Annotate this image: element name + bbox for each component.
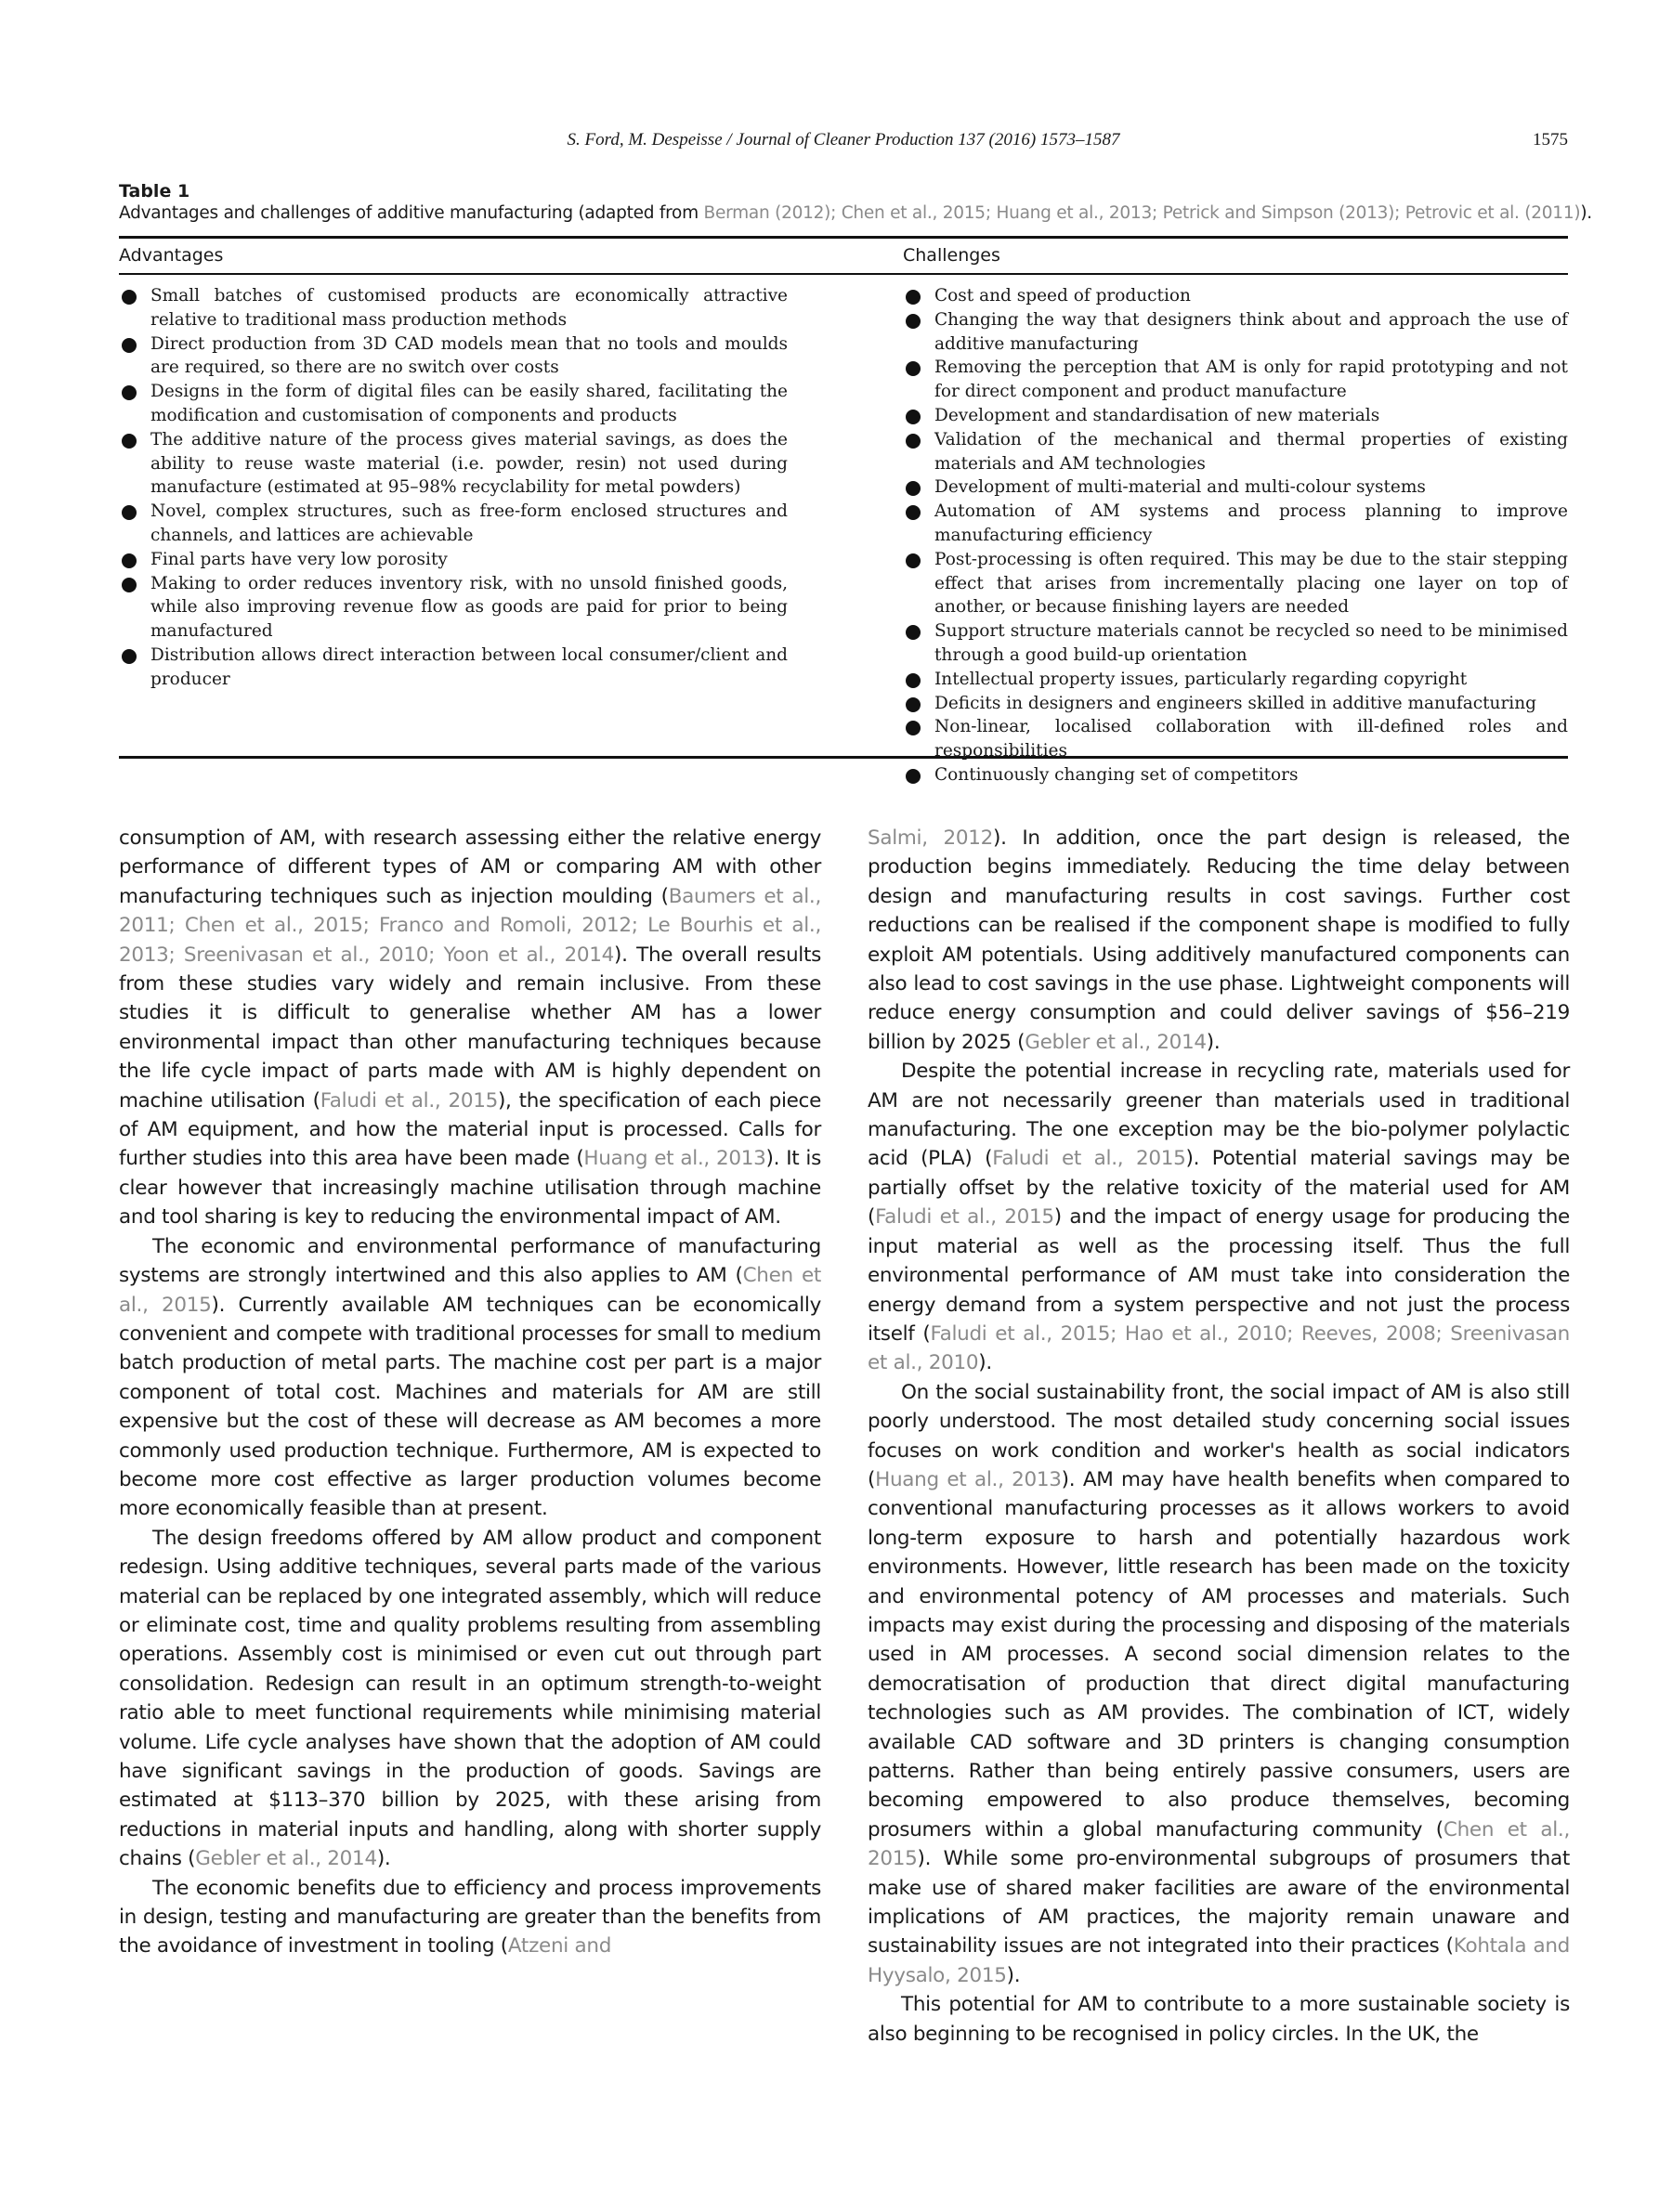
table-bullet-item: Non-linear, localised collaboration with ill-defined roles and responsibilities	[903, 715, 1568, 763]
table-bullet-item: Automation of AM systems and process planning to improve manufacturing efficiency	[903, 500, 1568, 548]
table-bullet-item: Post-processing is often required. This may be due to the stair stepping effect that arises from incrementally placing one layer on top of another, or because finishing layers are needed	[903, 548, 1568, 619]
left-text-column	[119, 824, 821, 1961]
column-header-challenges: Challenges	[903, 245, 1000, 266]
text-run: ). The overall results from these studies vary widely and remain inclusive. From these studies it is difficult to generalise whether AM has a lower environmental impact than other manufacturing techniques because the life cycle impact of parts made with AM is highly dependent on machine utilisation (	[119, 943, 821, 1113]
paragraph	[119, 1874, 821, 1961]
text-run: ).	[1006, 1963, 1021, 1987]
text-run: The economic and environmental performance of manufacturing systems are strongly intertwined and this also applies to AM (	[119, 1234, 821, 1288]
citation-link[interactable]: Baumers et al., 2011; Chen et al., 2015; Franco and Romoli, 2012; Le Bourhis et al., 2013; Sreenivasan et al., 2010; Yoon et al., 2014	[119, 884, 821, 967]
paragraph	[868, 824, 1570, 1057]
table-bullet-item: Support structure materials cannot be recycled so need to be minimised through a good build-up orientation	[903, 619, 1568, 668]
paragraph	[868, 1378, 1570, 1991]
table-caption	[119, 202, 1592, 225]
caption-text: Advantages and challenges of additive manufacturing (adapted from	[119, 203, 704, 223]
text-run: ).	[1206, 1030, 1221, 1054]
table-bullet-item: Changing the way that designers think about and approach the use of additive manufacturing	[903, 308, 1568, 357]
page-number: 1575	[1533, 130, 1568, 150]
text-run: ). In addition, once the part design is released, the production begins immediately. Reducing the time delay between design and manufacturing results in cost savings. Further cost reductions can be realised if the component shape is modified to fully exploit AM potentials. Using additively manufactured components can also lead to cost savings in the use phase. Lightweight components will reduce energy consumption and could deliver savings of $56–219 billion by 2025 (	[868, 826, 1570, 1054]
text-run: ). AM may have health benefits when compared to conventional manufacturing processes as it allows workers to avoid long-term exposure to harsh and potentially hazardous work environments. However, little research has been made on the toxicity and environmental potency of AM processes and materials. Such impacts may exist during the processing and disposing of the materials used in AM processes. A second social dimension relates to the democratisation of production that direct digital manufacturing technologies such as AM provides. The combination of ICT, widely available CAD software and 3D printers is changing consumption patterns. Rather than being entirely passive consumers, users are becoming empowered to also produce themselves, becoming prosumers within a global manufacturing community (	[868, 1467, 1570, 1841]
table-header-row	[119, 236, 1568, 275]
table-bullet-item: The additive nature of the process gives material savings, as does the ability to reuse waste material (i.e. powder, resin) not used during manufacture (estimated at 95–98% recyclability for metal powders)	[119, 428, 788, 500]
text-run: On the social sustainability front, the social impact of AM is also still poorly understood. The most detailed study concerning social issues focuses on work condition and worker's health as social indicators (	[868, 1380, 1570, 1491]
table-bullet-item: Development of multi-material and multi-colour systems	[903, 475, 1568, 500]
table-bullet-item: Designs in the form of digital files can be easily shared, facilitating the modification and customisation of components and products	[119, 380, 788, 428]
table-bullet-item: Intellectual property issues, particularly regarding copyright	[903, 668, 1568, 692]
text-run: ). Currently available AM techniques can be economically convenient and compete with traditional processes for small to medium batch production of metal parts. The machine cost per part is a major component of total cost. Machines and materials for AM are still expensive but the cost of these will decrease as AM becomes a more commonly used production technique. Furthermore, AM is expected to become more cost effective as larger production volumes become more economically feasible than at present.	[119, 1293, 822, 1521]
citation-link[interactable]: Huang et al., 2013	[583, 1147, 766, 1171]
column-header-advantages: Advantages	[119, 245, 224, 266]
paragraph	[119, 824, 821, 1232]
advantages-list	[119, 284, 788, 692]
table-bullet-item: Development and standardisation of new materials	[903, 404, 1568, 428]
paragraph	[868, 1057, 1570, 1377]
table-bullet-item: Validation of the mechanical and thermal properties of existing materials and AM technologies	[903, 428, 1568, 476]
table-bullet-item: Cost and speed of production	[903, 284, 1568, 308]
table-bullet-item: Direct production from 3D CAD models mean that no tools and moulds are required, so there are no switch over costs	[119, 332, 788, 381]
text-run: Despite the potential increase in recycling rate, materials used for AM are not necessarily greener than materials used in traditional manufacturing. The one exception may be the bio-polymer polylactic acid (PLA) (	[868, 1060, 1570, 1171]
table-body	[119, 275, 1568, 785]
table-label: Table 1	[119, 181, 190, 202]
citation-link[interactable]: Atzeni and	[507, 1934, 612, 1958]
text-run: The design freedoms offered by AM allow product and component redesign. Using additive techniques, several parts made of the various material can be replaced by one integrated assembly, which will reduce or eliminate cost, time and quality problems resulting from assembling operations. Assembly cost is minimised or even cut out through part consolidation. Redesign can result in an optimum strength-to-weight ratio able to meet functional requirements while minimising material volume. Life cycle analyses have shown that the adoption of AM could have significant savings in the production of goods. Savings are estimated at $113–370 billion by 2025, with these arising from reductions in material inputs and handling, along with shorter supply chains (	[119, 1526, 821, 1871]
table-bullet-item: Distribution allows direct interaction between local consumer/client and producer	[119, 644, 788, 692]
challenges-list	[903, 284, 1568, 787]
citation-link[interactable]: Gebler et al., 2014	[1025, 1030, 1207, 1054]
paragraph	[868, 1990, 1570, 2049]
table-bullet-item: Continuously changing set of competitors	[903, 763, 1568, 787]
table-bullet-item: Novel, complex structures, such as free-form enclosed structures and channels, and lattices are achievable	[119, 500, 788, 548]
paragraph	[119, 1524, 821, 1874]
caption-end: ).	[1580, 203, 1592, 223]
text-run: ).	[376, 1847, 391, 1871]
citation-link[interactable]: Faludi et al., 2015; Hao et al., 2010; Reeves, 2008; Sreenivasan et al., 2010	[868, 1321, 1570, 1375]
citation-link[interactable]: Chen et al., 2015	[868, 1817, 1570, 1871]
caption-references[interactable]: Berman (2012); Chen et al., 2015; Huang et al., 2013; Petrick and Simpson (2013); Petrovic et al. (2011)	[703, 203, 1581, 223]
table-bullet-item: Deficits in designers and engineers skilled in additive manufacturing	[903, 692, 1568, 716]
text-run: ). It is clear however that increasingly machine utilisation through machine and tool sharing is key to reducing the environmental impact of AM.	[119, 1147, 821, 1230]
text-run: ). While some pro-environmental subgroups of prosumers that make use of shared maker facilities are aware of the environmental implications of AM practices, the majority remain unaware and sustainability issues are not integrated into their practices (	[868, 1847, 1570, 1958]
citation-link[interactable]: Chen et al., 2015	[119, 1264, 821, 1317]
journal-citation: S. Ford, M. Despeisse / Journal of Cleaner Production 137 (2016) 1573–1587	[567, 130, 1120, 150]
table-bullet-item: Small batches of customised products are economically attractive relative to traditional mass production methods	[119, 284, 788, 332]
text-run: ).	[978, 1351, 992, 1375]
right-text-column	[868, 824, 1570, 2049]
table-bullet-item: Removing the perception that AM is only for rapid prototyping and not for direct component and product manufacture	[903, 356, 1568, 404]
citation-link[interactable]: Faludi et al., 2015	[992, 1147, 1186, 1171]
text-run: ), the specification of each piece of AM equipment, and how the material input is processed. Calls for further studies into this area have been made (	[119, 1088, 821, 1171]
table-bullet-item: Making to order reduces inventory risk, with no unsold finished goods, while also improving revenue flow as goods are paid for prior to being manufactured	[119, 572, 788, 644]
table-bullet-item: Final parts have very low porosity	[119, 548, 788, 572]
table-1	[119, 180, 1592, 785]
text-run: ) and the impact of energy usage for producing the input material as well as the processing itself. Thus the full environmental performance of AM must take into consideration the energy demand from a system perspective and not just the process itself (	[868, 1205, 1570, 1346]
citation-link[interactable]: Huang et al., 2013	[875, 1467, 1062, 1491]
text-run: This potential for AM to contribute to a more sustainable society is also beginning to be recognised in policy circles. In the UK, the	[868, 1993, 1570, 2046]
text-run: consumption of AM, with research assessing either the relative energy performance of different types of AM or comparing AM with other manufacturing techniques such as injection moulding (	[119, 826, 821, 908]
citation-link[interactable]: Gebler et al., 2014	[195, 1847, 377, 1871]
citation-link[interactable]: Faludi et al., 2015	[875, 1205, 1054, 1230]
running-head	[119, 130, 1568, 152]
text-run: ). Potential material savings may be partially offset by the relative toxicity of the material used for AM (	[868, 1147, 1570, 1230]
paragraph	[119, 1232, 821, 1524]
text-run: The economic benefits due to efficiency and process improvements in design, testing and manufacturing are greater than the benefits from the avoidance of investment in tooling (	[119, 1876, 821, 1958]
citation-link[interactable]: Salmi, 2012	[868, 826, 994, 850]
citation-link[interactable]: Faludi et al., 2015	[320, 1088, 498, 1113]
citation-link[interactable]: Kohtala and Hyysalo, 2015	[868, 1934, 1570, 1987]
